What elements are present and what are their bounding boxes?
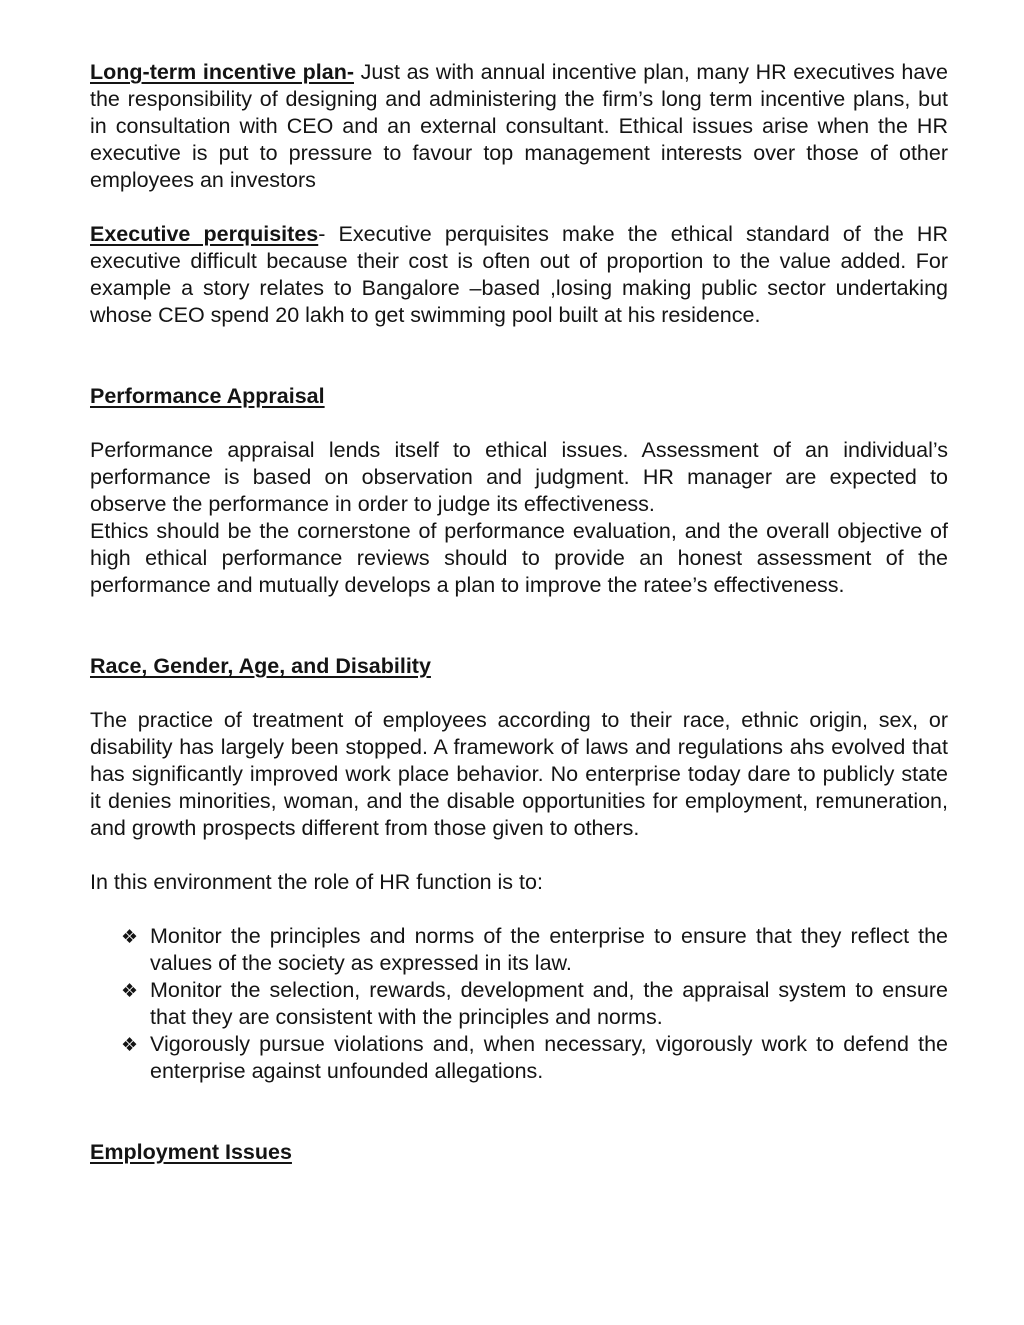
document-page [90, 59, 948, 1166]
diamond-bullet-icon: ❖ [121, 980, 139, 1002]
hr-role-intro: In this environment the role of HR function is to: [90, 870, 543, 894]
employment-issues-heading: Employment Issues [90, 1140, 292, 1164]
list-item [90, 1031, 948, 1085]
race-gender-heading: Race, Gender, Age, and Disability [90, 654, 431, 678]
executive-perquisites-text: - Executive perquisites make the ethical standard of the HR executive difficult because their cost is often out of proportion to the value added. For example a story relates to Bangalore –based ,losing making public sector undertaking whose CEO spend 20 lakh to get swimming pool built at his residence. [90, 222, 948, 327]
diamond-bullet-icon: ❖ [121, 1034, 139, 1056]
race-gender-paragraph: The practice of treatment of employees according to their race, ethnic origin, sex, or disability has largely been stopped. A framework of laws and regulations ahs evolved that has significantly improved work place behavior. No enterprise today dare to publicly state it denies minorities, woman, and the disable opportunities for employment, remuneration, and growth prospects different from those given to others. [90, 708, 948, 840]
executive-perquisites-lead: Executive perquisites [90, 222, 319, 246]
long-term-incentive-lead: Long-term incentive plan- [90, 60, 354, 84]
long-term-incentive-paragraph [90, 59, 948, 194]
long-term-incentive-text: Just as with annual incentive plan, many HR executives have the responsibility of designing and administering the firm’s long term incentive plans, but in consultation with CEO and an external consultant. Ethical issues arise when the HR executive is put to pressure to favour top management interests over those of other employees an investors [90, 60, 948, 192]
list-item-text: Vigorously pursue violations and, when necessary, vigorously work to defend the enterprise against unfounded allegations. [150, 1032, 948, 1083]
list-item [90, 977, 948, 1031]
performance-appraisal-paragraph-1: Performance appraisal lends itself to ethical issues. Assessment of an individual’s performance is based on observation and judgment. HR manager are expected to observe the performance in order to judge its effectiveness. [90, 438, 948, 516]
list-item-text: Monitor the principles and norms of the enterprise to ensure that they reflect the values of the society as expressed in its law. [150, 924, 948, 975]
hr-role-list [90, 923, 948, 1085]
performance-appraisal-paragraph-2: Ethics should be the cornerstone of performance evaluation, and the overall objective of high ethical performance reviews should to provide an honest assessment of the performance and mutually develops a plan to improve the ratee’s effectiveness. [90, 519, 948, 597]
list-item [90, 923, 948, 977]
list-item-text: Monitor the selection, rewards, development and, the appraisal system to ensure that they are consistent with the principles and norms. [150, 978, 948, 1029]
executive-perquisites-paragraph [90, 221, 948, 329]
performance-appraisal-heading: Performance Appraisal [90, 384, 325, 408]
diamond-bullet-icon: ❖ [121, 926, 139, 948]
